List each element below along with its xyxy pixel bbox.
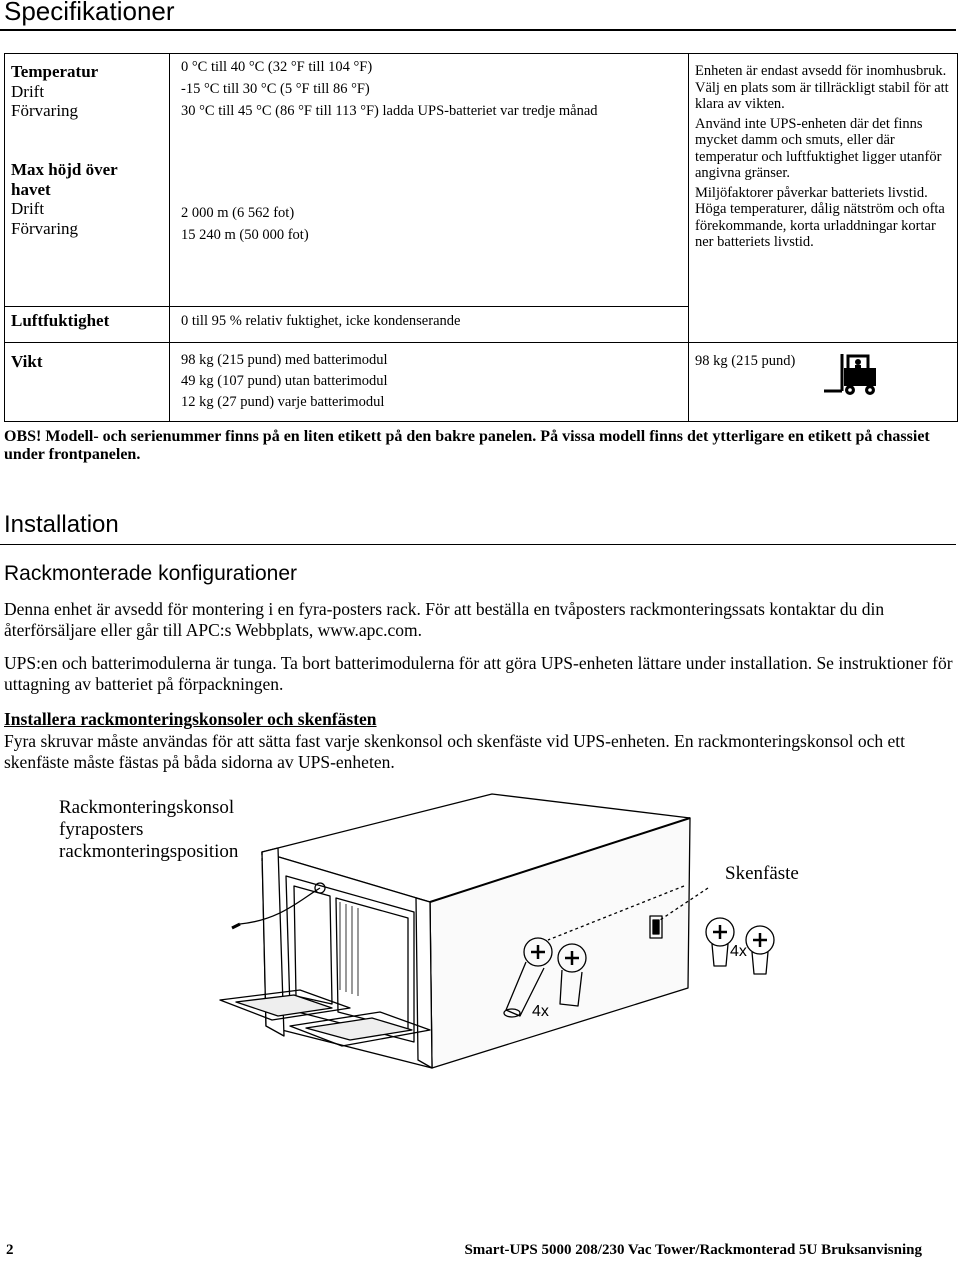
paragraph-rack-info: Denna enhet är avsedd för montering i en fyra-posters rack. För att beställa en tvåposters rackmonteringssats kontaktar du din återförsäljare eller går till APC:s Webbplats, www.apc.com.: [4, 599, 885, 640]
forklift-icon: [822, 350, 878, 396]
temp-label: Temperatur Drift Förvaring: [11, 62, 99, 120]
qty-right-label: 4x: [730, 943, 747, 960]
installation-heading: Installation: [4, 511, 119, 538]
altitude-values: 2 000 m (6 562 fot) 15 240 m (50 000 fot): [181, 205, 309, 243]
footer-title: Smart-UPS 5000 208/230 Vac Tower/Rackmonterad 5U Bruksanvisning: [464, 1242, 922, 1258]
paragraph-bracket-install: Fyra skruvar måste användas för att sätta fast varje skenkonsol och skenfäste vid UPS-enheten. En rackmonteringskonsol och ett skenfäste måste fästas på båda sidorna av UPS-enheten.: [4, 731, 906, 772]
paragraph-weight-warning: UPS:en och batterimodulerna är tunga. Ta bort batterimodulerna för att göra UPS-enheten lättare under installation. Se instruktioner för uttagning av batteriet på förpackningen.: [4, 653, 953, 694]
installation-rule: [0, 544, 956, 545]
temp-values: 0 °C till 40 °C (32 °F till 104 °F) -15 °C till 30 °C (5 °F till 86 °F) 30 °C till 45 °C (86 °F till 113 °F) ladda UPS-batteriet var tredje månad: [181, 59, 598, 119]
humidity-value: 0 till 95 % relativ fuktighet, icke kondenserande: [181, 313, 461, 329]
page-heading: Specifikationer: [4, 0, 175, 26]
weight-label: Vikt: [11, 352, 43, 371]
altitude-label: Max höjd över havet Drift Förvaring: [11, 160, 118, 238]
weight-values: 98 kg (215 pund) med batterimodul 49 kg (107 pund) utan batterimodul 12 kg (27 pund) varje batterimodul: [181, 352, 388, 410]
callout-bracket: Rackmonteringskonsol fyraposters rackmonteringsposition: [59, 797, 239, 862]
spec-table: [4, 53, 958, 422]
footer-page-number: 2: [6, 1242, 14, 1258]
environment-notes: Enheten är endast avsedd för inomhusbruk. Välj en plats som är tillräckligt stabil för att klara av vikten. Använd inte UPS-enheten där det finns mycket damm och smuts, eller där temperatur och luftfuktighet ligger utanför angivna gränser. Miljöfaktorer påverkar batteriets livstid. Höga temperaturer, dålig nätström och ofta förekommande, korta urladdningar kortar ner batteriets livstid.: [695, 63, 949, 250]
rack-subheading: Rackmonterade konfigurationer: [4, 562, 297, 585]
qty-left-label: 4x: [532, 1003, 549, 1020]
heading-rule: [0, 29, 956, 31]
humidity-label: Luftfuktighet: [11, 311, 110, 330]
bracket-install-title: Installera rackmonteringskonsoler och skenfästen: [4, 709, 377, 729]
weight-right-value: 98 kg (215 pund): [695, 353, 796, 369]
callout-rail: Skenfäste: [725, 863, 799, 884]
obs-note: OBS! Modell- och serienummer finns på en liten etikett på den bakre panelen. På vissa modell finns det ytterligare en etikett på chassiet under frontpanelen.: [4, 428, 930, 463]
